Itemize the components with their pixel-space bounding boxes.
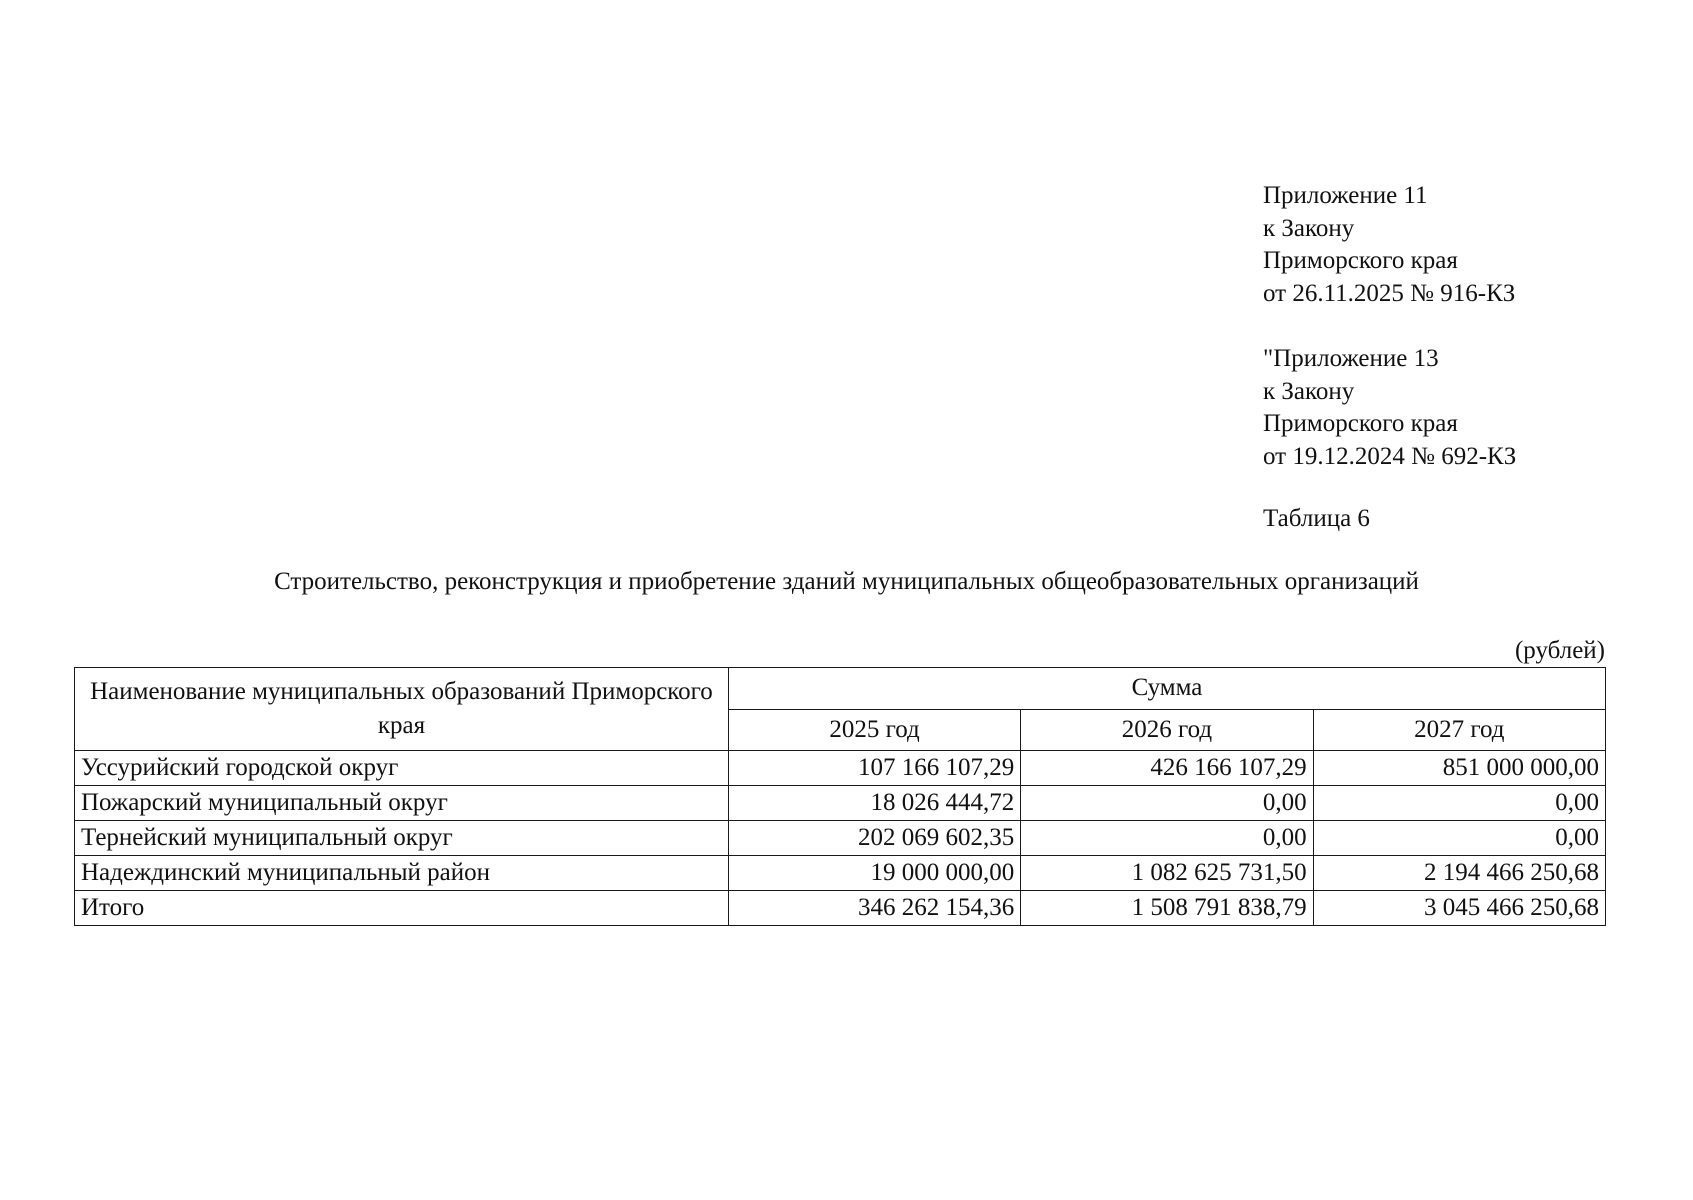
total-2025: 346 262 154,36: [728, 891, 1020, 926]
header-sum: Сумма: [728, 668, 1605, 710]
amount-2027: 0,00: [1313, 786, 1605, 821]
amount-2025: 202 069 602,35: [728, 821, 1020, 856]
table-number-label: Таблица 6: [1263, 505, 1370, 532]
appendix-line: "Приложение 13: [1263, 345, 1439, 372]
table-total-row: [75, 891, 1606, 926]
municipality-name: Надеждинский муниципальный район: [75, 856, 729, 891]
table-header-row: [75, 668, 1606, 710]
appendix-line: к Закону: [1263, 214, 1355, 242]
appendix-line: Приморского края: [1263, 410, 1458, 437]
amount-2027: 851 000 000,00: [1313, 751, 1605, 786]
municipality-name: Тернейский муниципальный округ: [75, 821, 729, 856]
appendix-line: Приморского края: [1263, 247, 1458, 274]
funding-table: [74, 667, 1606, 926]
document-title: Строительство, реконструкция и приобретение зданий муниципальных общеобразовательных организаций: [274, 568, 1419, 595]
header-year-2025: 2025 год: [728, 709, 1020, 751]
amount-2026: 426 166 107,29: [1021, 751, 1313, 786]
amount-2027: 0,00: [1313, 821, 1605, 856]
appendix-line: от 26.11.2025 № 916-КЗ: [1263, 279, 1516, 307]
amount-2026: 0,00: [1021, 821, 1313, 856]
appendix-line: Приложение 11: [1263, 182, 1428, 209]
table-row: [75, 821, 1606, 856]
appendix-reference-amended: [1263, 343, 1516, 473]
amount-2025: 19 000 000,00: [728, 856, 1020, 891]
amount-2025: 18 026 444,72: [728, 786, 1020, 821]
amount-2026: 0,00: [1021, 786, 1313, 821]
table-row: [75, 751, 1606, 786]
total-2027: 3 045 466 250,68: [1313, 891, 1605, 926]
municipality-name: Уссурийский городской округ: [75, 751, 729, 786]
amount-2026: 1 082 625 731,50: [1021, 856, 1313, 891]
appendix-reference-current: [1263, 180, 1515, 310]
amount-2027: 2 194 466 250,68: [1313, 856, 1605, 891]
header-year-2026: 2026 год: [1021, 709, 1313, 751]
total-2026: 1 508 791 838,79: [1021, 891, 1313, 926]
table-row: [75, 786, 1606, 821]
appendix-line: от 19.12.2024 № 692-КЗ: [1263, 442, 1517, 470]
amount-2025: 107 166 107,29: [728, 751, 1020, 786]
table-row: [75, 856, 1606, 891]
municipality-name: Пожарский муниципальный округ: [75, 786, 729, 821]
header-year-2027: 2027 год: [1313, 709, 1605, 751]
total-label: Итого: [75, 891, 729, 926]
header-municipality-name: Наименование муниципальных образований Приморского края: [75, 668, 729, 751]
units-label: (рублей): [1514, 637, 1605, 664]
appendix-line: к Закону: [1263, 377, 1355, 405]
